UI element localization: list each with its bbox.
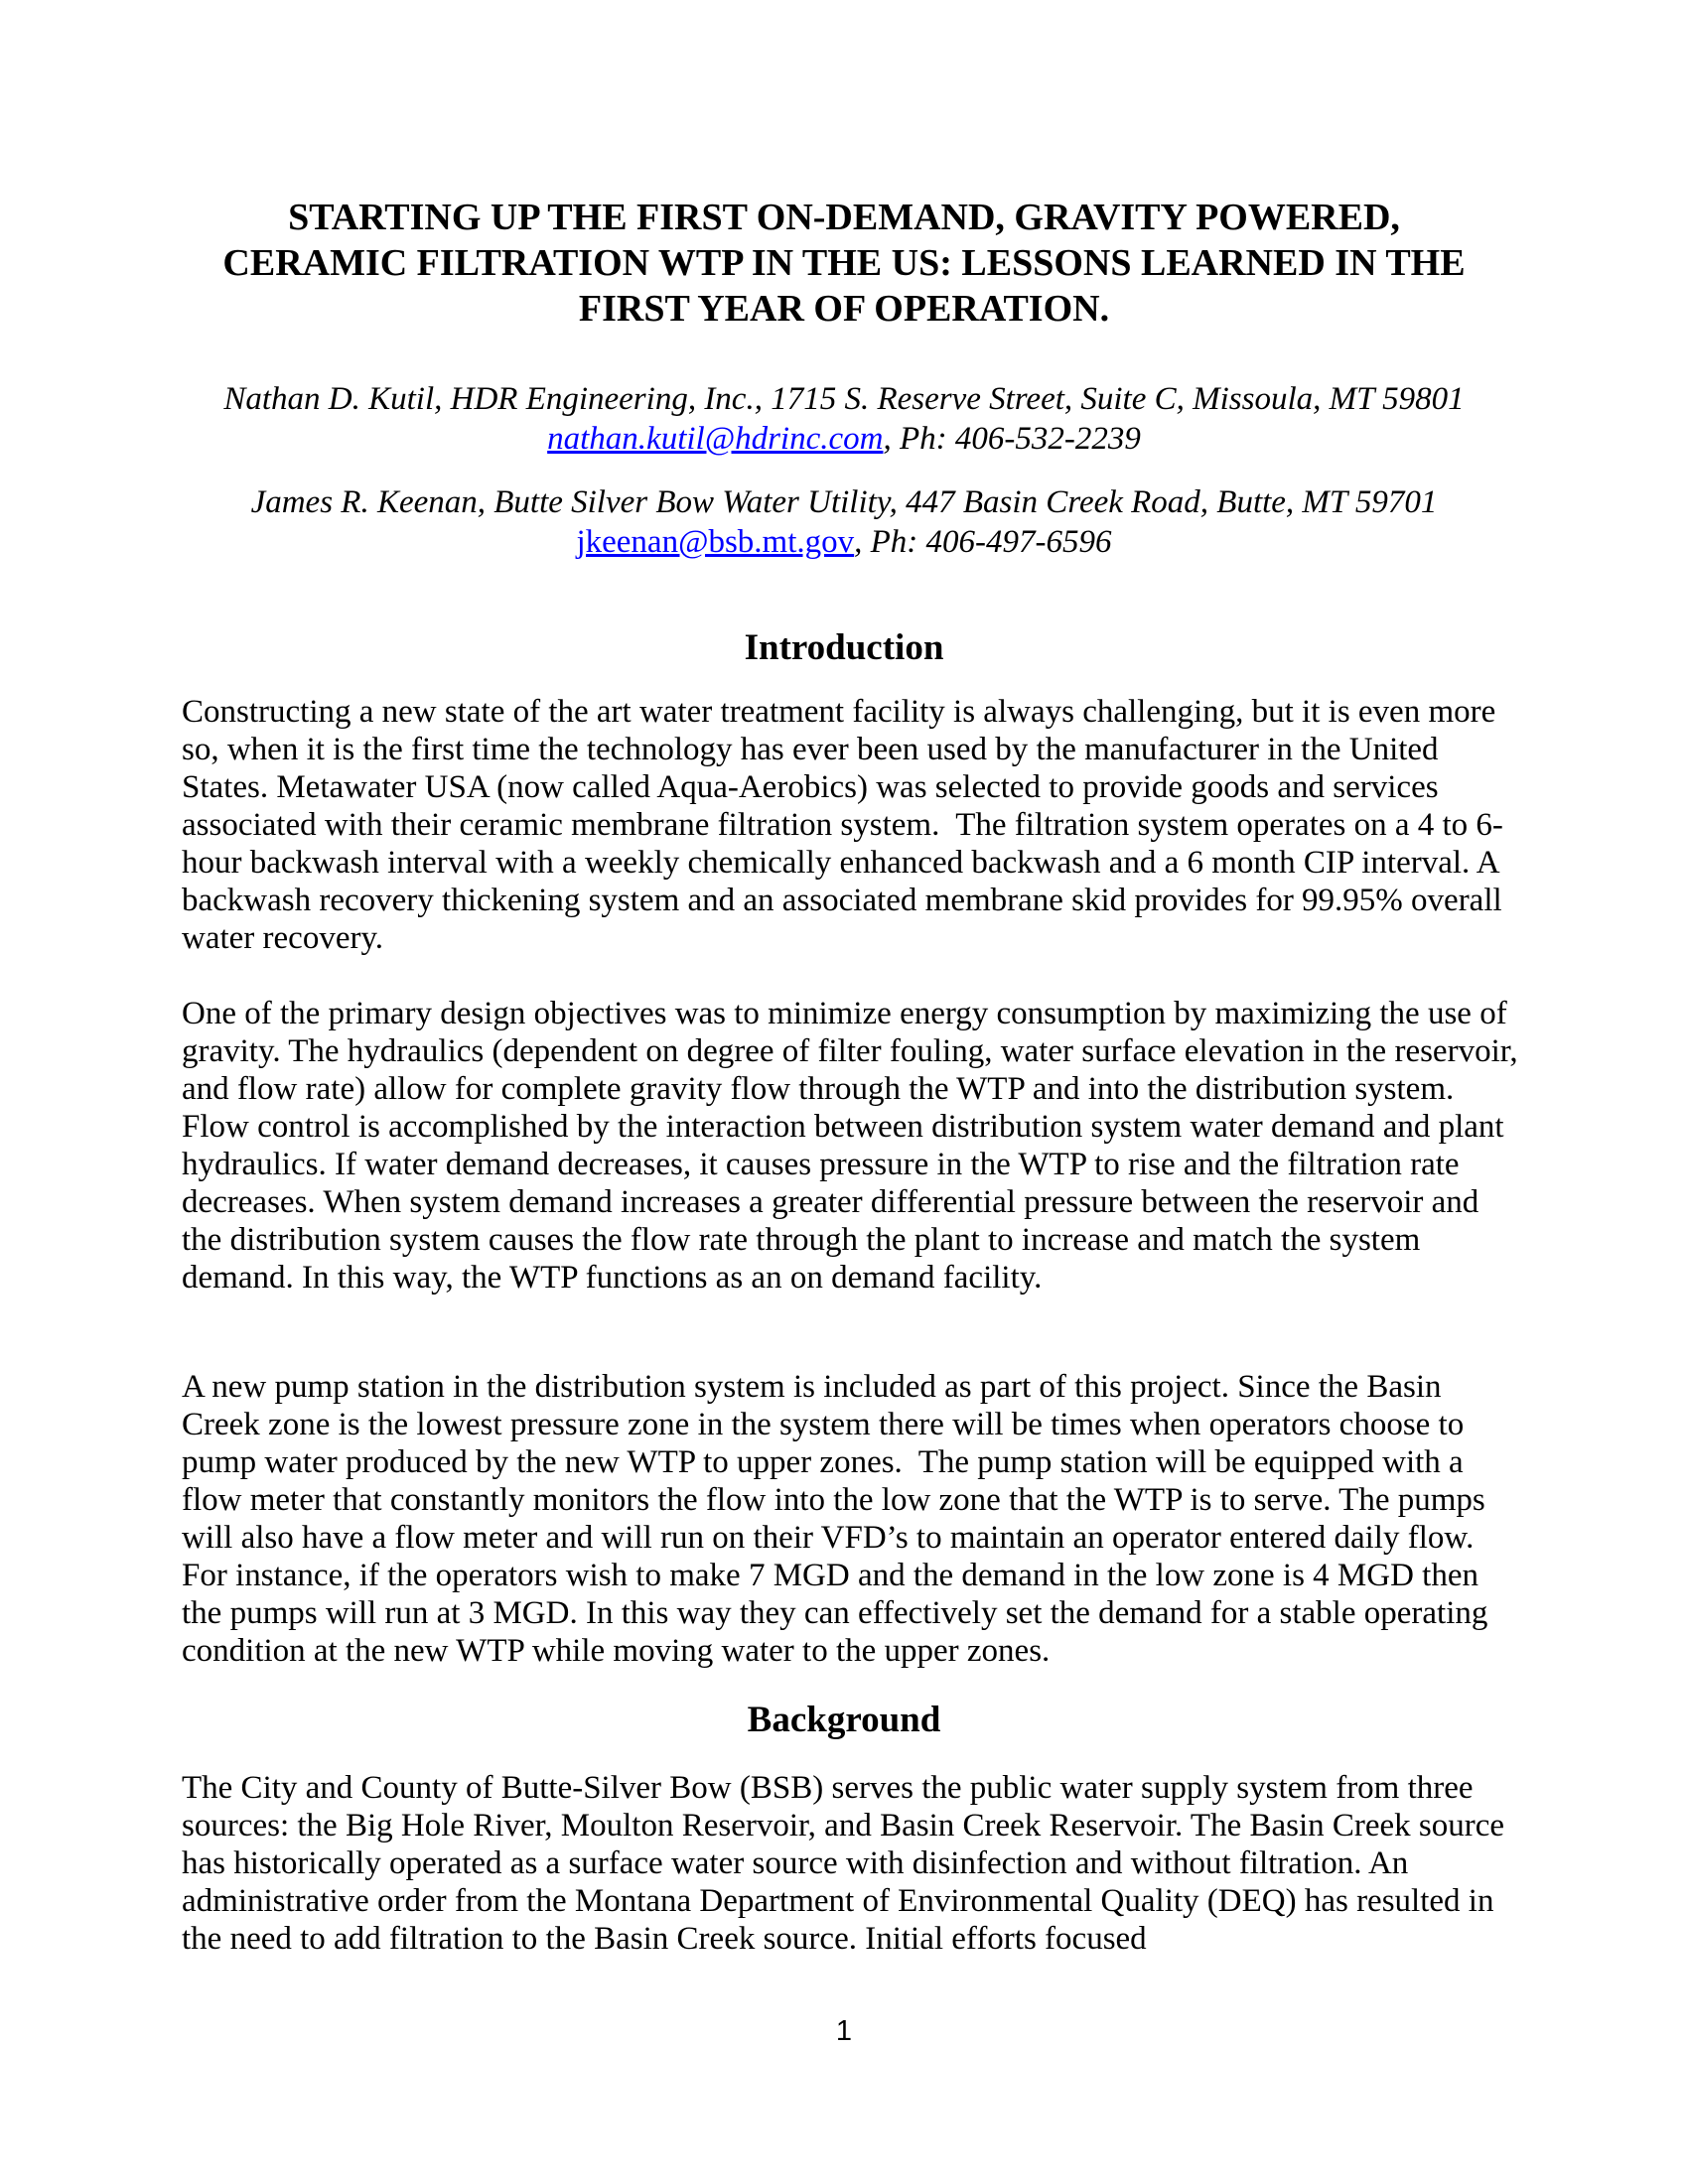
author-block-1 [89,379,1599,459]
author-2-email-link[interactable]: jkeenan@bsb.mt.gov [576,524,855,560]
paragraph-intro-1: Constructing a new state of the art water treatment facility is always challenging, but it is even more so, when it is the first time the technology has ever been used by the manufacturer in the United States. Metawater USA (now called Aqua-Aerobics) was selected to provide goods and services associated with their ceramic membrane filtration system. The filtration system operates on a 4 to 6-hour backwash interval with a weekly chemically enhanced backwash and a 6 month CIP interval. A backwash recovery thickening system and an associated membrane skid provides for 99.95% overall water recovery. [182,694,1510,956]
author-2-phone: , Ph: 406-497-6596 [854,524,1112,560]
section-heading-background: Background [747,1700,941,1740]
paper-title-line-1: STARTING UP THE FIRST ON-DEMAND, GRAVITY POWERED, [288,197,1400,238]
author-1-contact-line [89,419,1599,459]
author-1-affiliation: Nathan D. Kutil, HDR Engineering, Inc., 1715 S. Reserve Street, Suite C, Missoula, MT 59801 [223,381,1465,417]
paper-title-line-2: CERAMIC FILTRATION WTP IN THE US: LESSONS LEARNED IN THE [222,242,1466,284]
author-block-2 [89,482,1599,562]
paragraph-background-1: The City and County of Butte-Silver Bow (BSB) serves the public water supply system from three sources: the Big Hole River, Moulton Reservoir, and Basin Creek Reservoir. The Basin Creek source has historically operated as a surface water source with disinfection and without filtration. An administrative order from the Montana Department of Environmental Quality (DEQ) has resulted in the need to add filtration to the Basin Creek source. Initial efforts focused [182,1770,1513,1957]
paragraph-intro-3: A new pump station in the distribution system is included as part of this project. Since the Basin Creek zone is the lowest pressure zone in the system there will be times when operators choose to pump water produced by the new WTP to upper zones. The pump station will be equipped with a flow meter that constantly monitors the flow into the low zone that the WTP is to serve. The pumps will also have a flow meter and will run on their VFD’s to maintain an operator entered daily flow. For instance, if the operators wish to make 7 MGD and the demand in the low zone is 4 MGD then the pumps will run at 3 MGD. In this way they can effectively set the demand for a stable operating condition at the new WTP while moving water to the upper zones. [182,1369,1496,1669]
page-number: 1 [835,2015,853,2047]
author-2-contact-line [89,522,1599,562]
author-2-affiliation: James R. Keenan, Butte Silver Bow Water Utility, 447 Basin Creek Road, Butte, MT 59701 [250,484,1438,520]
paragraph-intro-2: One of the primary design objectives was to minimize energy consumption by maximizing the use of gravity. The hydraulics (dependent on degree of filter fouling, water surface elevation in the reservoir, and flow rate) allow for complete gravity flow through the WTP and into the distribution system. Flow control is accomplished by the interaction between distribution system water demand and plant hydraulics. If water demand decreases, it causes pressure in the WTP to rise and the filtration rate decreases. When system demand increases a greater differential pressure between the reservoir and the distribution system causes the flow rate through the plant to increase and match the system demand. In this way, the WTP functions as an on demand facility. [182,996,1526,1296]
author-1-email-link[interactable]: nathan.kutil@hdrinc.com [547,421,884,457]
section-heading-introduction: Introduction [744,627,944,668]
paper-title [89,195,1599,332]
paper-title-line-3: FIRST YEAR OF OPERATION. [578,288,1110,330]
author-1-phone: , Ph: 406-532-2239 [883,421,1141,457]
